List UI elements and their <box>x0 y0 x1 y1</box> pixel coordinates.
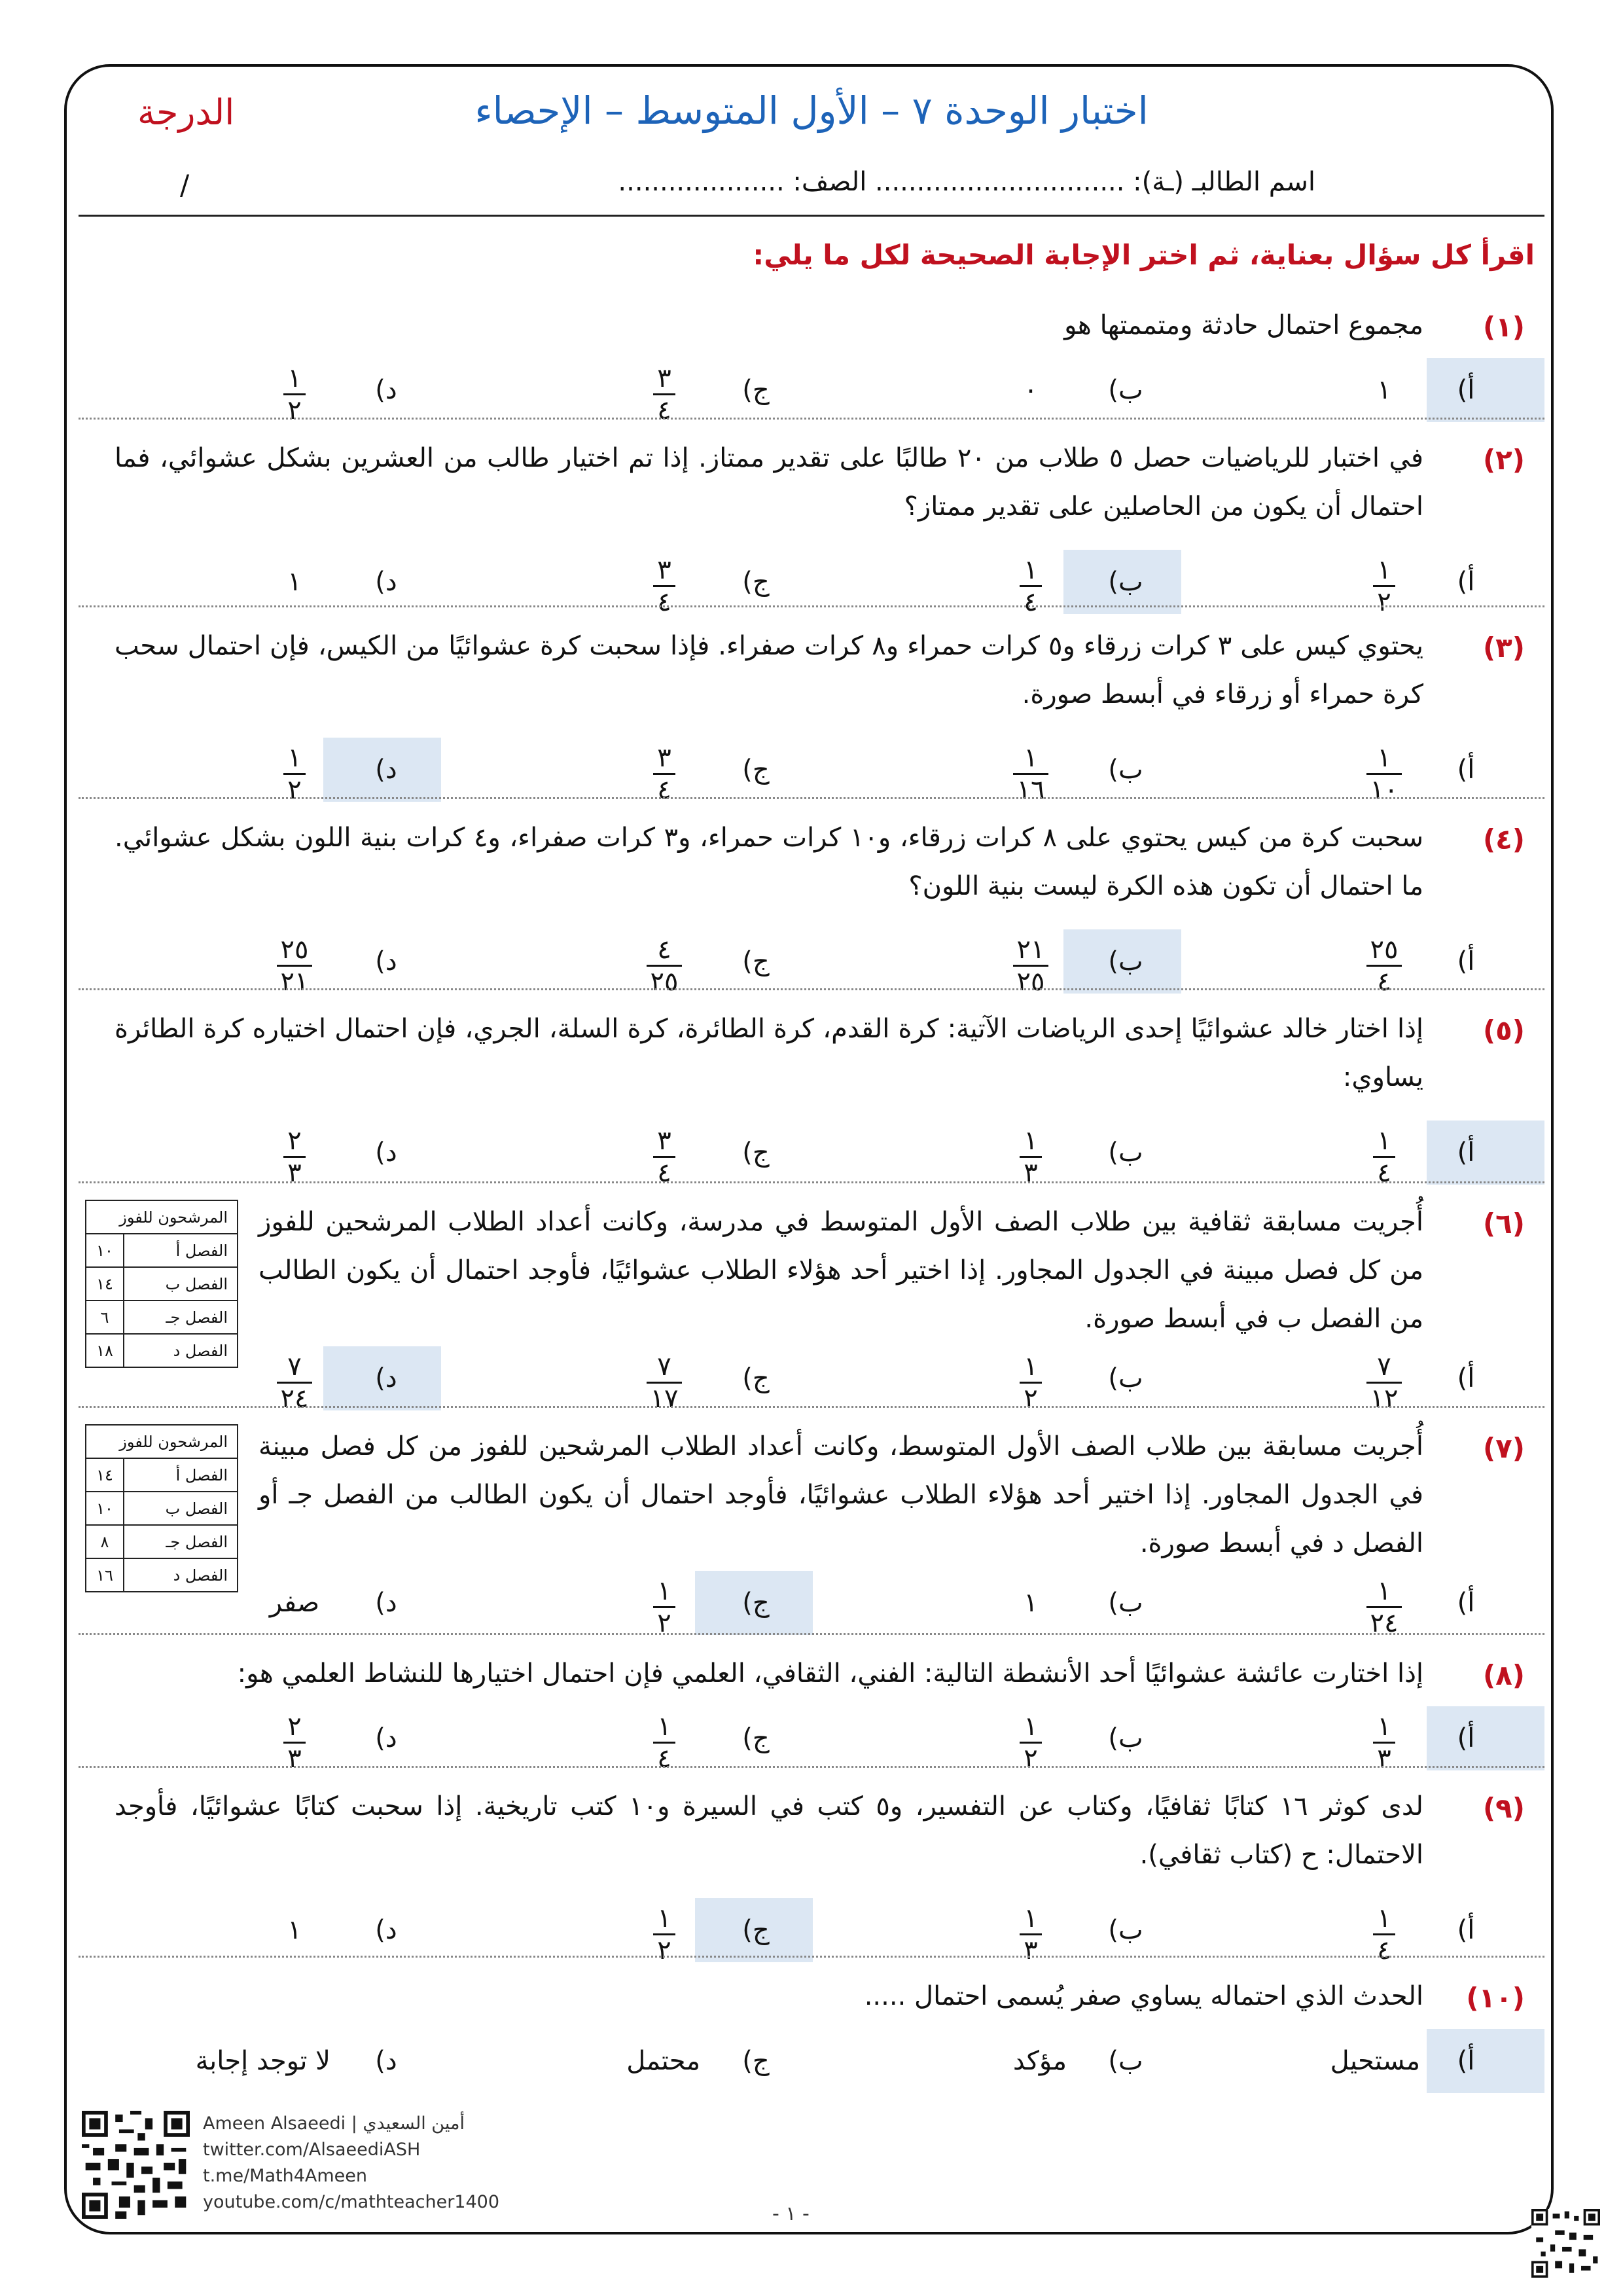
credit-line: Ameen Alsaeedi | أمين السعيدي <box>203 2113 465 2134</box>
question-separator <box>79 1406 1544 1408</box>
option-letter-b[interactable]: ب) <box>1108 1915 1143 1945</box>
option-letter-a[interactable]: أ) <box>1457 1915 1475 1945</box>
fraction <box>1020 1905 1041 1964</box>
fraction <box>1013 745 1049 803</box>
fraction <box>1366 937 1402 995</box>
option-letter-b[interactable]: ب) <box>1108 1363 1143 1393</box>
question-number: (٧) <box>1482 1432 1525 1464</box>
denominator: ٢ <box>657 1935 671 1965</box>
numerator: ١ <box>1024 743 1038 773</box>
option-letter-b[interactable]: ب) <box>1108 946 1143 977</box>
option-value-d[interactable]: صفر <box>269 1588 320 1618</box>
fraction <box>1020 1354 1041 1412</box>
denominator: ٣ <box>287 1158 302 1188</box>
denominator: ٢ <box>1377 587 1391 617</box>
numerator: ١ <box>287 363 302 393</box>
denominator: ٤ <box>657 775 671 805</box>
numerator: ١ <box>1377 1903 1391 1933</box>
question-number: (١) <box>1482 311 1525 343</box>
count-cell: ٦ <box>86 1300 124 1334</box>
option-letter-a[interactable]: أ) <box>1457 1588 1475 1618</box>
fraction <box>1373 1713 1395 1772</box>
fraction <box>283 745 305 803</box>
question-number: (٦) <box>1482 1208 1525 1240</box>
numerator: ١ <box>1024 1352 1038 1382</box>
class-name-cell: الفصل د <box>124 1334 238 1367</box>
count-cell: ١٨ <box>86 1334 124 1367</box>
option-letter-d[interactable]: د) <box>375 1915 397 1945</box>
option-letter-a[interactable]: أ) <box>1457 946 1475 977</box>
option-value-d[interactable] <box>259 743 330 803</box>
denominator: ٤ <box>1377 967 1391 997</box>
denominator: ٢٤ <box>1370 1608 1399 1638</box>
numerator: ٤ <box>657 935 671 965</box>
answer-highlight <box>1427 358 1544 422</box>
table-caption-row <box>86 1425 238 1458</box>
denominator: ٢ <box>1024 1744 1038 1774</box>
question-separator <box>79 988 1544 990</box>
question-number: (٨) <box>1482 1659 1525 1691</box>
option-value-a[interactable] <box>1348 1903 1420 1964</box>
option-letter-b[interactable]: ب) <box>1108 2046 1143 2076</box>
option-letter-d[interactable]: د) <box>375 567 397 597</box>
class-name-cell: الفصل ب <box>124 1267 238 1300</box>
fraction <box>1373 1905 1395 1964</box>
option-value-b[interactable] <box>995 1352 1067 1412</box>
fraction <box>1373 1128 1395 1186</box>
numerator: ٧ <box>287 1352 302 1382</box>
question-number: (١٠) <box>1466 1982 1525 2014</box>
question-number: (٥) <box>1482 1014 1525 1047</box>
question-text: في اختبار للرياضيات حصل ٥ طلاب من ٢٠ طالبًا على تقدير ممتاز. إذا تم اختيار طالب من العشرين بشكل عشوائي، فما احتمال أن يكون من الحاصلين على تقدير ممتاز؟ <box>115 443 1423 522</box>
count-cell: ١٤ <box>86 1267 124 1300</box>
option-letter-d[interactable]: د) <box>375 1138 397 1168</box>
table-row <box>86 1267 238 1300</box>
option-letter-c[interactable]: ج) <box>742 946 770 977</box>
count-cell: ١٦ <box>86 1558 124 1592</box>
class-name-cell: الفصل جـ <box>124 1525 238 1558</box>
class-name-cell: الفصل أ <box>124 1234 238 1267</box>
numerator: ١ <box>1377 1576 1391 1606</box>
credit-line: twitter.com/AlsaeediASH <box>203 2140 421 2160</box>
option-letter-a[interactable]: أ) <box>1457 567 1475 597</box>
class-name-cell: الفصل ب <box>124 1492 238 1525</box>
question-text: مجموع احتمال حادثة ومتممتها هو <box>1064 310 1423 340</box>
candidates-table <box>85 1200 238 1368</box>
fraction <box>653 1128 675 1186</box>
option-value-b[interactable] <box>995 1712 1067 1772</box>
numerator: ١ <box>1377 1126 1391 1156</box>
option-value-b[interactable]: مؤكد <box>1012 2046 1067 2076</box>
denominator: ٤ <box>657 395 671 425</box>
option-value-a[interactable] <box>1348 1126 1420 1186</box>
option-value-b[interactable] <box>995 935 1067 995</box>
option-letter-d[interactable]: د) <box>375 2046 397 2076</box>
option-letter-d[interactable]: د) <box>375 1723 397 1753</box>
fraction <box>653 745 675 803</box>
option-value-a[interactable] <box>1348 743 1420 803</box>
option-value-b[interactable]: ١ <box>1024 1588 1038 1618</box>
numerator: ١ <box>657 1712 671 1742</box>
option-letter-d[interactable]: د) <box>375 755 397 785</box>
denominator: ٢١ <box>280 967 309 997</box>
option-letter-c[interactable]: ج) <box>742 1723 770 1753</box>
option-letter-d[interactable]: د) <box>375 1588 397 1618</box>
denominator: ٤ <box>1377 1158 1391 1188</box>
option-value-c[interactable] <box>628 935 700 995</box>
fraction <box>653 1578 675 1636</box>
question-text: لدى كوثر ١٦ كتابًا ثقافيًا، وكتاب عن التفسير، و٥ كتب في السيرة و١٠ كتب تاريخية. إذا سحبت كتابًا عشوائيًا، فأوجد الاحتمال: ح (كتاب ثقافي). <box>115 1791 1423 1870</box>
fraction <box>277 1354 313 1412</box>
fraction <box>1366 745 1402 803</box>
answer-highlight <box>1427 1706 1544 1770</box>
option-letter-c[interactable]: ج) <box>742 755 770 785</box>
option-value-c[interactable] <box>628 1712 700 1772</box>
option-letter-c[interactable]: ج) <box>742 375 770 405</box>
question-text: إذا اختارت عائشة عشوائيًا أحد الأنشطة التالية: الفني، الثقافي، العلمي فإن احتمال اختيارها للنشاط العلمي هو: <box>237 1659 1423 1689</box>
denominator: ٢ <box>287 775 302 805</box>
option-letter-b[interactable]: ب) <box>1108 567 1143 597</box>
fraction <box>1366 1578 1402 1636</box>
option-letter-d[interactable]: د) <box>375 375 397 405</box>
fraction <box>1366 1354 1402 1412</box>
candidates-table <box>85 1424 238 1592</box>
option-value-d[interactable]: ١ <box>287 1915 302 1945</box>
option-letter-b[interactable]: ب) <box>1108 375 1143 405</box>
option-letter-a[interactable]: أ) <box>1457 755 1475 785</box>
option-value-d[interactable]: لا توجد إجابة <box>195 2046 330 2076</box>
numerator: ٢ <box>287 1126 302 1156</box>
question-text: أُجريت مسابقة بين طلاب الصف الأول المتوسط، وكانت أعداد الطلاب المرشحين للفوز من كل فصل مبينة في الجدول المجاور. إذا اختير أحد هؤلاء الطلاب عشوائيًا، فأوجد احتمال أن يكون الطالب من الفصل جـ أو الفصل د في أبسط صورة. <box>259 1431 1423 1558</box>
question-separator <box>79 1766 1544 1768</box>
option-value-c[interactable] <box>628 1903 700 1964</box>
author-credits <box>203 2111 499 2215</box>
question-separator <box>79 1181 1544 1183</box>
denominator: ٣ <box>1024 1935 1038 1965</box>
option-letter-a[interactable]: أ) <box>1457 1138 1475 1168</box>
count-cell: ١٠ <box>86 1492 124 1525</box>
class-name-cell: الفصل د <box>124 1558 238 1592</box>
denominator: ١٠ <box>1370 775 1399 805</box>
denominator: ٣ <box>1377 1744 1391 1774</box>
table-caption: المرشحون للفوز <box>86 1200 238 1234</box>
denominator: ٢ <box>1024 1384 1038 1414</box>
table-row <box>86 1458 238 1492</box>
fraction <box>283 1128 305 1186</box>
fraction <box>1020 1713 1041 1772</box>
numerator: ٧ <box>657 1352 671 1382</box>
numerator: ١ <box>657 1903 671 1933</box>
option-value-c[interactable] <box>628 1126 700 1186</box>
option-value-a[interactable]: ١ <box>1377 375 1391 405</box>
question-text: أُجريت مسابقة ثقافية بين طلاب الصف الأول المتوسط في مدرسة، وكانت أعداد الطلاب المرشحين للفوز من كل فصل مبينة في الجدول المجاور. إذا اختير أحد هؤلاء الطلاب عشوائيًا، فأوجد احتمال أن يكون الطالب من الفصل ب في أبسط صورة. <box>259 1207 1423 1334</box>
denominator: ٤ <box>657 1158 671 1188</box>
numerator: ١ <box>287 743 302 773</box>
option-value-a[interactable] <box>1348 1576 1420 1636</box>
denominator: ٣ <box>287 1744 302 1774</box>
grade-slash: / <box>180 169 190 201</box>
numerator: ٣ <box>657 363 671 393</box>
option-value-b[interactable] <box>995 1903 1067 1964</box>
option-value-b[interactable] <box>995 1126 1067 1186</box>
option-value-b[interactable] <box>995 743 1067 803</box>
denominator: ٢٥ <box>650 967 679 997</box>
option-letter-d[interactable]: د) <box>375 1363 397 1393</box>
class-name-cell: الفصل جـ <box>124 1300 238 1334</box>
option-letter-a[interactable]: أ) <box>1457 1723 1475 1753</box>
question-text: يحتوي كيس على ٣ كرات زرقاء و٥ كرات حمراء و٨ كرات صفراء. فإذا سحبت كرة عشوائيًا من الكيس، فإن احتمال سحب كرة حمراء أو زرقاء في أبسط صورة. <box>115 631 1424 709</box>
credit-line: t.me/Math4Ameen <box>203 2166 368 2186</box>
numerator: ٣ <box>657 743 671 773</box>
header-divider <box>79 215 1544 217</box>
table-caption: المرشحون للفوز <box>86 1425 238 1458</box>
question-text: الحدث الذي احتماله يساوي صفر يُسمى احتمال ..... <box>864 1981 1423 2011</box>
count-cell: ٨ <box>86 1525 124 1558</box>
credit-line: youtube.com/c/mathteacher1400 <box>203 2192 500 2212</box>
question-separator <box>79 605 1544 607</box>
count-cell: ١٤ <box>86 1458 124 1492</box>
option-value-a[interactable]: مستحيل <box>1330 2046 1420 2076</box>
option-value-a[interactable] <box>1348 935 1420 995</box>
option-letter-a[interactable]: أ) <box>1457 1363 1475 1393</box>
qr-code-icon <box>1531 2209 1600 2278</box>
fraction <box>277 937 313 995</box>
table-row <box>86 1334 238 1367</box>
numerator: ١ <box>1377 555 1391 585</box>
question-number: (٢) <box>1482 444 1525 476</box>
option-value-c[interactable] <box>628 743 700 803</box>
denominator: ٢٤ <box>280 1384 309 1414</box>
fraction <box>653 1905 675 1964</box>
option-value-d[interactable] <box>259 1712 330 1772</box>
fraction <box>647 937 683 995</box>
option-letter-c[interactable]: ج) <box>742 567 770 597</box>
question-text: إذا اختار خالد عشوائيًا إحدى الرياضات الآتية: كرة القدم، كرة الطائرة، كرة السلة، الجري، فإن احتمال اختياره كرة الطائرة يساوي: <box>115 1014 1423 1092</box>
denominator: ١٧ <box>650 1384 679 1414</box>
fraction <box>283 1713 305 1772</box>
answer-highlight <box>1427 2029 1544 2093</box>
table-row <box>86 1234 238 1267</box>
denominator: ١٢ <box>1370 1384 1399 1414</box>
page-number: - ١ - <box>772 2202 810 2225</box>
numerator: ٢ <box>287 1712 302 1742</box>
option-letter-c[interactable]: ج) <box>742 1915 770 1945</box>
question-text: سحبت كرة من كيس يحتوي على ٨ كرات زرقاء، و١٠ كرات حمراء، و٣ كرات صفراء، و٤ كرات بنية اللون بشكل عشوائي. ما احتمال أن تكون هذه الكرة ليست بنية اللون؟ <box>115 823 1423 901</box>
denominator: ٣ <box>1024 1158 1038 1188</box>
page-title: اختبار الوحدة ٧ – الأول المتوسط – الإحصاء <box>474 88 1149 133</box>
table-row <box>86 1525 238 1558</box>
student-info-line: اسم الطالبـ (ـة): .............................. الصف: .................... <box>618 167 1315 197</box>
fraction <box>283 365 305 423</box>
denominator: ١٦ <box>1016 775 1045 805</box>
table-row <box>86 1300 238 1334</box>
option-value-c[interactable] <box>628 1576 700 1636</box>
grade-label: الدرجة <box>137 92 235 133</box>
option-value-d[interactable]: ١ <box>287 567 302 597</box>
instructions: اقرأ كل سؤال بعناية، ثم اختر الإجابة الصحيحة لكل ما يلي: <box>753 239 1535 271</box>
option-value-a[interactable] <box>1348 1352 1420 1412</box>
numerator: ١ <box>1377 743 1391 773</box>
class-name-cell: الفصل أ <box>124 1458 238 1492</box>
question-number: (٤) <box>1482 823 1525 855</box>
option-value-d[interactable] <box>259 1352 330 1412</box>
option-value-a[interactable] <box>1348 1712 1420 1772</box>
option-value-c[interactable] <box>628 363 700 423</box>
option-letter-c[interactable]: ج) <box>742 1363 770 1393</box>
option-value-d[interactable] <box>259 935 330 995</box>
denominator: ٢ <box>657 1608 671 1638</box>
denominator: ٤ <box>657 1744 671 1774</box>
option-value-c[interactable] <box>628 1352 700 1412</box>
option-letter-b[interactable]: ب) <box>1108 1723 1143 1753</box>
table-row <box>86 1492 238 1525</box>
question-separator <box>79 418 1544 420</box>
option-value-d[interactable] <box>259 1126 330 1186</box>
numerator: ٣ <box>657 1126 671 1156</box>
option-letter-b[interactable]: ب) <box>1108 1588 1143 1618</box>
fraction <box>1013 937 1049 995</box>
numerator: ٧ <box>1377 1352 1391 1382</box>
option-letter-b[interactable]: ب) <box>1108 1138 1143 1168</box>
fraction <box>647 1354 683 1412</box>
denominator: ٤ <box>657 587 671 617</box>
numerator: ١ <box>1377 1712 1391 1742</box>
numerator: ٢٥ <box>280 935 309 965</box>
fraction <box>1020 1128 1041 1186</box>
option-letter-d[interactable]: د) <box>375 946 397 977</box>
fraction <box>653 365 675 423</box>
denominator: ٢ <box>287 395 302 425</box>
table-row <box>86 1558 238 1592</box>
numerator: ٢١ <box>1016 935 1045 965</box>
qr-code-icon <box>82 2111 190 2219</box>
table-caption-row <box>86 1200 238 1234</box>
numerator: ١ <box>1024 1126 1038 1156</box>
denominator: ٢٥ <box>1016 967 1045 997</box>
option-letter-a[interactable]: أ) <box>1457 375 1475 405</box>
question-separator <box>79 1956 1544 1958</box>
numerator: ١ <box>1024 555 1038 585</box>
option-letter-a[interactable]: أ) <box>1457 2046 1475 2076</box>
numerator: ٣ <box>657 555 671 585</box>
option-value-c[interactable]: محتمل <box>626 2046 700 2076</box>
option-value-d[interactable] <box>259 363 330 423</box>
option-letter-c[interactable]: ج) <box>742 1588 770 1618</box>
numerator: ٢٥ <box>1370 935 1399 965</box>
question-separator <box>79 1633 1544 1635</box>
denominator: ٤ <box>1024 587 1038 617</box>
answer-highlight <box>1427 1121 1544 1185</box>
option-letter-c[interactable]: ج) <box>742 2046 770 2076</box>
count-cell: ١٠ <box>86 1234 124 1267</box>
option-value-b[interactable]: ٠ <box>1024 375 1038 405</box>
numerator: ١ <box>657 1576 671 1606</box>
numerator: ١ <box>1024 1903 1038 1933</box>
question-separator <box>79 797 1544 799</box>
denominator: ٤ <box>1377 1935 1391 1965</box>
fraction <box>653 1713 675 1772</box>
option-letter-c[interactable]: ج) <box>742 1138 770 1168</box>
question-number: (٣) <box>1482 632 1525 664</box>
option-letter-b[interactable]: ب) <box>1108 755 1143 785</box>
question-number: (٩) <box>1482 1792 1525 1824</box>
numerator: ١ <box>1024 1712 1038 1742</box>
